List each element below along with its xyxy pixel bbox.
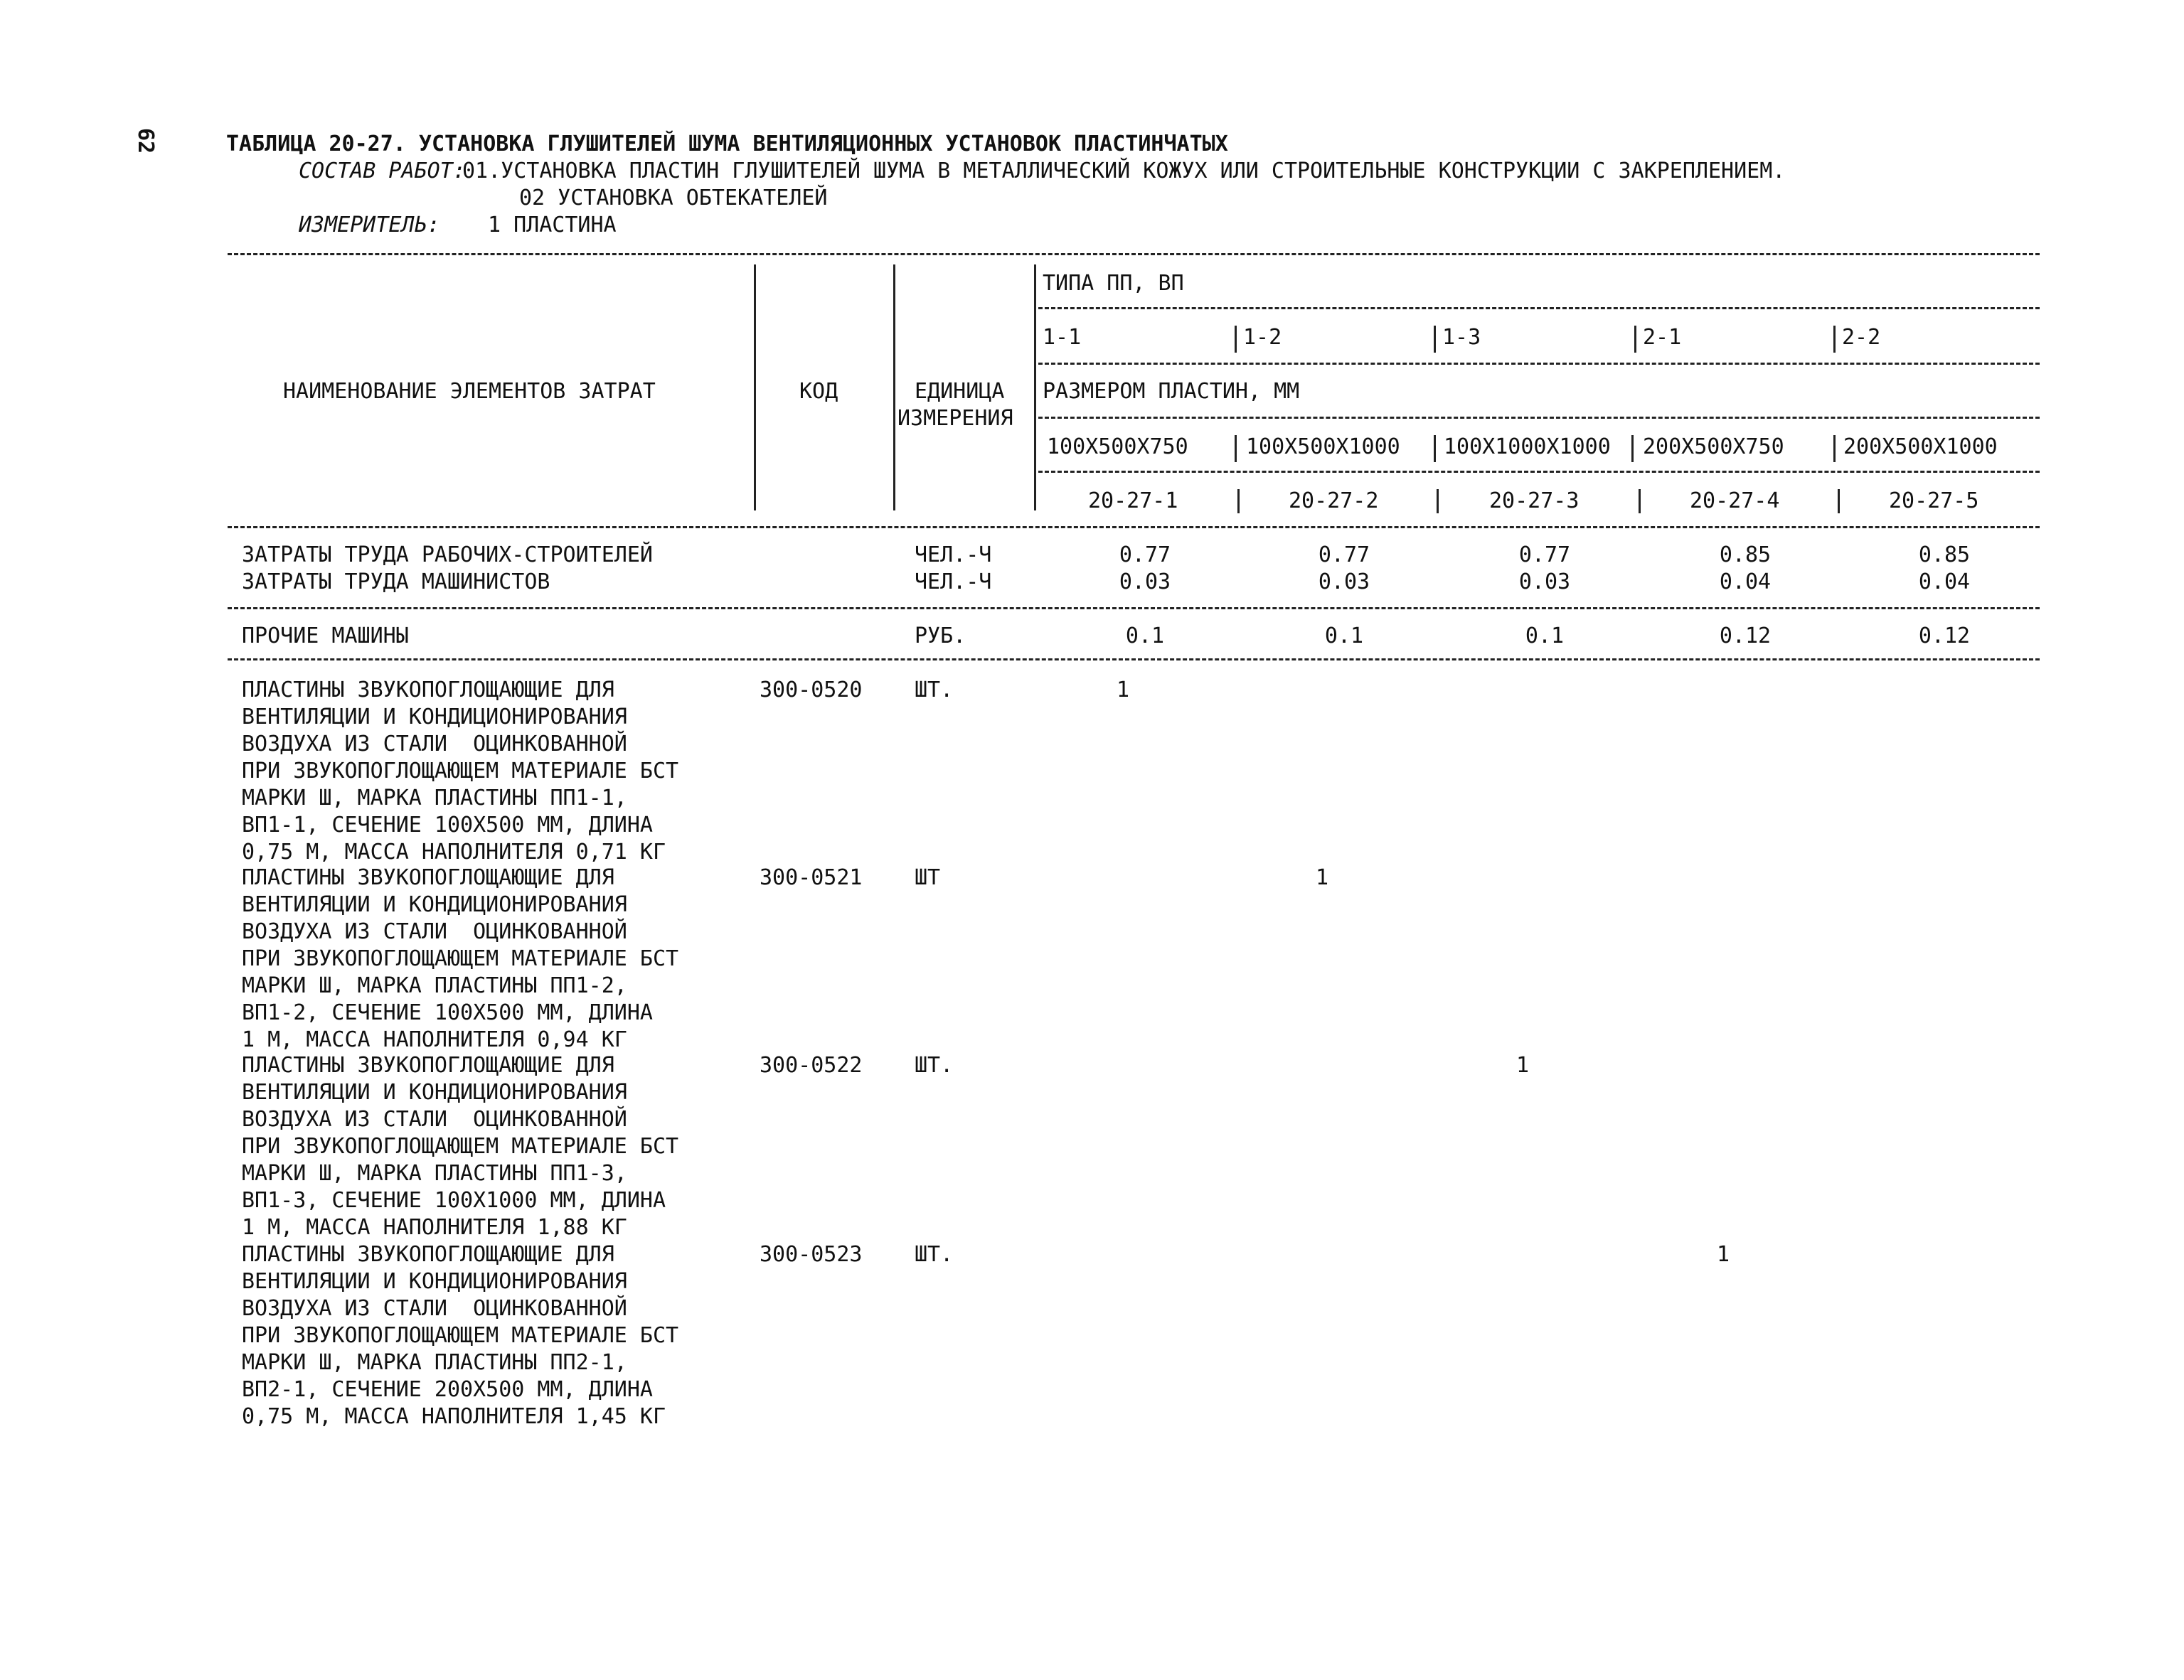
material-qty: 1 <box>1717 1242 1730 1267</box>
header-type-label: ТИПА ПП, ВП <box>1043 271 1184 296</box>
header-top-rule <box>228 253 2040 255</box>
type-col-5: 2-2 <box>1842 325 1881 350</box>
labor-row-value: 0.04 <box>1719 569 1772 594</box>
col-code-2: 20-27-2 <box>1289 488 1379 513</box>
col-code-3: 20-27-3 <box>1489 488 1580 513</box>
labor-row-value: 0.04 <box>1918 569 1971 594</box>
labor-row-value: 0.03 <box>1119 569 1171 594</box>
size-col-4: 200X500X750 <box>1643 434 1784 459</box>
material-unit: ШТ <box>915 865 941 890</box>
machine-row-value: 0.1 <box>1324 624 1364 648</box>
material-name-line: ВП1-2, СЕЧЕНИЕ 100X500 ММ, ДЛИНА <box>242 1000 653 1025</box>
machine-row-value: 0.1 <box>1125 624 1165 648</box>
type-col-4: 2-1 <box>1643 325 1682 350</box>
material-name-line: ПЛАСТИНЫ ЗВУКОПОГЛОЩАЮЩИЕ ДЛЯ <box>242 865 614 890</box>
size-col-1: 100X500X750 <box>1047 434 1188 459</box>
header-divider-code <box>893 264 895 510</box>
labor-row-name: ЗАТРАТЫ ТРУДА МАШИНИСТОВ <box>242 569 550 594</box>
meter-label: ИЗМЕРИТЕЛЬ: <box>299 213 440 237</box>
size-col-3: 100X1000X1000 <box>1444 434 1611 459</box>
header-code: КОД <box>799 379 838 404</box>
material-name-line: 1 М, МАССА НАПОЛНИТЕЛЯ 0,94 КГ <box>242 1027 627 1052</box>
material-qty: 1 <box>1117 678 1130 702</box>
labor-row-value: 0.77 <box>1318 542 1370 567</box>
header-unit-line-1: ЕДИНИЦА <box>915 379 1005 404</box>
material-code: 300-0521 <box>760 865 863 890</box>
machine-row-name: ПРОЧИЕ МАШИНЫ <box>242 624 409 648</box>
material-code: 300-0522 <box>760 1053 863 1078</box>
material-name-line: 0,75 М, МАССА НАПОЛНИТЕЛЯ 0,71 КГ <box>242 840 666 865</box>
material-name-line: ВОЗДУХА ИЗ СТАЛИ ОЦИНКОВАННОЙ <box>242 1107 627 1132</box>
size-divider-3 <box>1434 435 1436 462</box>
material-name-line: ПРИ ЗВУКОПОГЛОЩАЮЩЕМ МАТЕРИАЛЕ БСТ <box>242 759 679 783</box>
machine-row-unit: РУБ. <box>915 624 966 648</box>
code-divider-3 <box>1437 489 1439 513</box>
header-rule-1 <box>1038 307 2040 309</box>
material-name-line: ПРИ ЗВУКОПОГЛОЩАЮЩЕМ МАТЕРИАЛЕ БСТ <box>242 946 679 971</box>
header-unit-line-2: ИЗМЕРЕНИЯ <box>897 406 1013 431</box>
material-name-line: ПРИ ЗВУКОПОГЛОЩАЮЩЕМ МАТЕРИАЛЕ БСТ <box>242 1323 679 1348</box>
size-divider-5 <box>1833 435 1836 462</box>
type-divider-5 <box>1833 326 1836 353</box>
header-divider-name <box>754 264 756 510</box>
labor-row-value: 0.03 <box>1518 569 1571 594</box>
type-col-3: 1-3 <box>1442 325 1481 350</box>
labor-row-value: 0.85 <box>1719 542 1772 567</box>
labor-row-value: 0.03 <box>1318 569 1370 594</box>
material-name-line: МАРКИ Ш, МАРКА ПЛАСТИНЫ ПП2-1, <box>242 1350 627 1375</box>
machine-row-value: 0.1 <box>1525 624 1565 648</box>
size-col-2: 100X500X1000 <box>1246 434 1400 459</box>
labor-row-value: 0.77 <box>1518 542 1571 567</box>
meter-value: 1 ПЛАСТИНА <box>488 213 617 237</box>
type-col-1: 1-1 <box>1043 325 1082 350</box>
code-divider-2 <box>1237 489 1240 513</box>
header-size-label: РАЗМЕРОМ ПЛАСТИН, ММ <box>1043 379 1300 404</box>
size-col-5: 200X500X1000 <box>1843 434 1998 459</box>
type-divider-4 <box>1634 326 1636 353</box>
material-name-line: ВП2-1, СЕЧЕНИЕ 200X500 ММ, ДЛИНА <box>242 1377 653 1402</box>
header-name: НАИМЕНОВАНИЕ ЭЛЕМЕНТОВ ЗАТРАТ <box>283 379 656 404</box>
machine-row-value: 0.12 <box>1719 624 1772 648</box>
size-divider-2 <box>1235 435 1237 462</box>
labor-row-unit: ЧЕЛ.-Ч <box>915 569 992 594</box>
material-name-line: ПЛАСТИНЫ ЗВУКОПОГЛОЩАЮЩИЕ ДЛЯ <box>242 678 614 702</box>
type-divider-3 <box>1434 326 1436 353</box>
material-code: 300-0523 <box>760 1242 863 1267</box>
material-name-line: ВОЗДУХА ИЗ СТАЛИ ОЦИНКОВАННОЙ <box>242 732 627 756</box>
header-rule-4 <box>1038 471 2040 473</box>
header-rule-2 <box>1038 363 2040 365</box>
material-name-line: МАРКИ Ш, МАРКА ПЛАСТИНЫ ПП1-2, <box>242 973 627 998</box>
col-code-5: 20-27-5 <box>1889 488 1979 513</box>
material-qty: 1 <box>1516 1053 1530 1078</box>
material-unit: ШТ. <box>915 1242 954 1267</box>
type-divider-2 <box>1235 326 1237 353</box>
material-name-line: ВЕНТИЛЯЦИИ И КОНДИЦИОНИРОВАНИЯ <box>242 1269 627 1294</box>
work-composition-line-2: 02 УСТАНОВКА ОБТЕКАТЕЛЕЙ <box>519 186 828 210</box>
size-divider-4 <box>1631 435 1634 462</box>
material-unit: ШТ. <box>915 1053 954 1078</box>
material-code: 300-0520 <box>760 678 863 702</box>
material-name-line: ВЕНТИЛЯЦИИ И КОНДИЦИОНИРОВАНИЯ <box>242 1080 627 1105</box>
material-name-line: 1 М, МАССА НАПОЛНИТЕЛЯ 1,88 КГ <box>242 1215 627 1240</box>
machine-row-value: 0.12 <box>1918 624 1971 648</box>
material-name-line: МАРКИ Ш, МАРКА ПЛАСТИНЫ ПП1-3, <box>242 1161 627 1186</box>
labor-row-name: ЗАТРАТЫ ТРУДА РАБОЧИХ-СТРОИТЕЛЕЙ <box>242 542 653 567</box>
material-name-line: 0,75 М, МАССА НАПОЛНИТЕЛЯ 1,45 КГ <box>242 1404 666 1429</box>
material-name-line: ВЕНТИЛЯЦИИ И КОНДИЦИОНИРОВАНИЯ <box>242 705 627 729</box>
material-name-line: ПЛАСТИНЫ ЗВУКОПОГЛОЩАЮЩИЕ ДЛЯ <box>242 1242 614 1267</box>
machine-bottom-rule <box>228 658 2040 660</box>
col-code-1: 20-27-1 <box>1088 488 1178 513</box>
header-bottom-rule <box>228 526 2040 528</box>
material-name-line: МАРКИ Ш, МАРКА ПЛАСТИНЫ ПП1-1, <box>242 786 627 810</box>
material-name-line: ПРИ ЗВУКОПОГЛОЩАЮЩЕМ МАТЕРИАЛЕ БСТ <box>242 1134 679 1159</box>
labor-row-value: 0.77 <box>1119 542 1171 567</box>
type-col-2: 1-2 <box>1243 325 1282 350</box>
work-composition-label: СОСТАВ РАБОТ: <box>299 159 466 183</box>
material-unit: ШТ. <box>915 678 954 702</box>
material-name-line: ПЛАСТИНЫ ЗВУКОПОГЛОЩАЮЩИЕ ДЛЯ <box>242 1053 614 1078</box>
material-name-line: ВП1-1, СЕЧЕНИЕ 100X500 ММ, ДЛИНА <box>242 813 653 838</box>
labor-bottom-rule <box>228 607 2040 609</box>
header-divider-unit <box>1034 264 1036 510</box>
material-name-line: ВП1-3, СЕЧЕНИЕ 100X1000 ММ, ДЛИНА <box>242 1188 666 1213</box>
code-divider-4 <box>1639 489 1641 513</box>
page-number: 62 <box>133 128 158 154</box>
labor-row-unit: ЧЕЛ.-Ч <box>915 542 992 567</box>
material-name-line: ВОЗДУХА ИЗ СТАЛИ ОЦИНКОВАННОЙ <box>242 919 627 944</box>
labor-row-value: 0.85 <box>1918 542 1971 567</box>
header-rule-3 <box>1038 417 2040 419</box>
code-divider-5 <box>1838 489 1840 513</box>
material-name-line: ВОЗДУХА ИЗ СТАЛИ ОЦИНКОВАННОЙ <box>242 1296 627 1321</box>
table-title: ТАБЛИЦА 20-27. УСТАНОВКА ГЛУШИТЕЛЕЙ ШУМА ВЕНТИЛЯЦИОННЫХ УСТАНОВОК ПЛАСТИНЧАТЫХ <box>226 132 1228 156</box>
work-composition-line-1: 01.УСТАНОВКА ПЛАСТИН ГЛУШИТЕЛЕЙ ШУМА В МЕТАЛЛИЧЕСКИЙ КОЖУХ ИЛИ СТРОИТЕЛЬНЫЕ КОНСТРУКЦИИ С ЗАКРЕПЛЕНИЕМ. <box>462 159 1786 183</box>
col-code-4: 20-27-4 <box>1690 488 1780 513</box>
material-qty: 1 <box>1316 865 1329 890</box>
material-name-line: ВЕНТИЛЯЦИИ И КОНДИЦИОНИРОВАНИЯ <box>242 892 627 917</box>
